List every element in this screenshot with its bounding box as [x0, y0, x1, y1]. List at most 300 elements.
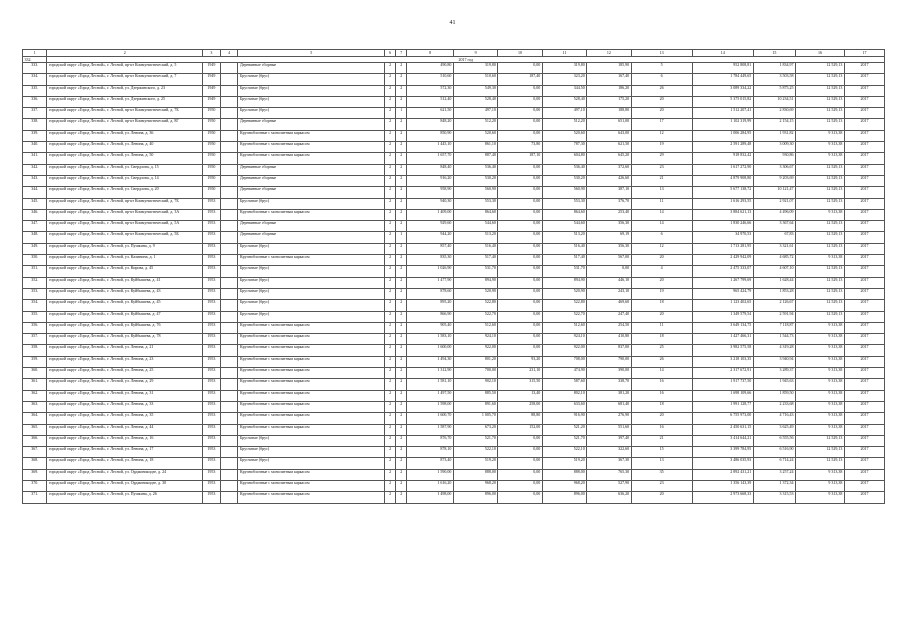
unit-cost-cell: 67,83: [753, 232, 795, 243]
table-row: [23, 255, 885, 266]
entrances-cell: 1: [396, 108, 407, 119]
wall-material-cell: Крупноблочные с монолитным каркасом: [238, 130, 385, 141]
max-cost-cell: 9 313,38: [796, 368, 845, 379]
living-area-cell: 888,00: [453, 469, 497, 480]
roof-area-cell: 381,20: [587, 390, 631, 401]
address-cell: городской округ «Город Лесной», г. Лесной, пр-кт Коммунистический, д. 7Б: [47, 198, 203, 209]
unit-cost-cell: 3 289,37: [753, 368, 795, 379]
floors-cell: 2: [385, 108, 396, 119]
build-year-cell: 1953: [202, 492, 220, 503]
empty-cell: [220, 334, 238, 345]
repair-cost-cell: 1 830 246,66: [692, 221, 753, 232]
repair-cost-cell: 3 884 621,13: [692, 209, 753, 220]
wall-material-cell: Крупноблочные с монолитным каркасом: [238, 345, 385, 356]
nonresidential-area-cell: 187,40: [498, 74, 542, 85]
unit-cost-cell: 2 154,15: [753, 119, 795, 130]
wall-material-cell: Крупноблочные с монолитным каркасом: [238, 209, 385, 220]
roof-area-cell: 243,10: [587, 288, 631, 299]
unit-cost-cell: 4 685,72: [753, 255, 795, 266]
wall-material-cell: Деревянные сборные: [238, 63, 385, 74]
max-cost-cell: 12 529,13: [796, 458, 845, 469]
floors-cell: 2: [385, 435, 396, 446]
living-area-cell: 319,80: [453, 63, 497, 74]
roof-area-cell: 651,00: [587, 119, 631, 130]
section-row-label: 332.: [23, 57, 47, 63]
wall-material-cell: Брусчатые (брус): [238, 198, 385, 209]
max-cost-cell: 12 529,13: [796, 187, 845, 198]
empty-cell: [220, 209, 238, 220]
residents-cell: 29: [631, 153, 692, 164]
address-cell: городской округ «Город Лесной», г. Лесной, ул. Ленина, д. 23: [47, 356, 203, 367]
floors-cell: 2: [385, 209, 396, 220]
empty-cell: [220, 300, 238, 311]
max-cost-cell: 9 313,38: [796, 424, 845, 435]
owned-area-cell: 474,90: [542, 368, 586, 379]
max-cost-cell: 9 313,38: [796, 255, 845, 266]
repair-cost-cell: 3 649 134,75: [692, 322, 753, 333]
row-number: 366.: [23, 435, 47, 446]
residents-cell: 12: [631, 243, 692, 254]
nonresidential-area-cell: 187,10: [498, 153, 542, 164]
repair-cost-cell: 3 486 035,93: [692, 458, 753, 469]
table-row: [23, 153, 885, 164]
unit-cost-cell: 2 126,67: [753, 300, 795, 311]
nonresidential-area-cell: 0,00: [498, 492, 542, 503]
residents-cell: 14: [631, 221, 692, 232]
row-number: 363.: [23, 401, 47, 412]
build-year-cell: 1953: [202, 288, 220, 299]
table-row: [23, 209, 885, 220]
row-number: 371.: [23, 492, 47, 503]
floors-cell: 2: [385, 356, 396, 367]
roof-area-cell: 790,00: [587, 356, 631, 367]
owned-area-cell: 520,60: [542, 130, 586, 141]
roof-area-cell: 376,70: [587, 198, 631, 209]
nonresidential-area-cell: 0,00: [498, 108, 542, 119]
table-row: [23, 164, 885, 175]
table-row: [23, 85, 885, 96]
living-area-cell: 924,10: [453, 334, 497, 345]
address-cell: городской округ «Город Лесной», г. Лесной, пр-кт Коммунистический, д. 5Б: [47, 232, 203, 243]
empty-cell: [220, 130, 238, 141]
living-area-cell: 521,70: [453, 435, 497, 446]
build-year-cell: 1950: [202, 175, 220, 186]
total-area-cell: 572,30: [407, 85, 454, 96]
floors-cell: 2: [385, 334, 396, 345]
owned-area-cell: 916,90: [542, 413, 586, 424]
owned-area-cell: 520,90: [542, 288, 586, 299]
entrances-cell: 2: [396, 469, 407, 480]
build-year-cell: 1949: [202, 63, 220, 74]
residents-cell: 21: [631, 435, 692, 446]
row-number: 354.: [23, 300, 47, 311]
empty-cell: [220, 480, 238, 491]
floors-cell: 2: [385, 322, 396, 333]
row-number: 342.: [23, 164, 47, 175]
repair-cost-cell: 3 089 334,22: [692, 85, 753, 96]
table-row: [23, 187, 885, 198]
living-area-cell: 902,10: [453, 379, 497, 390]
owned-area-cell: 708,00: [542, 356, 586, 367]
row-number: 355.: [23, 311, 47, 322]
planned-year-cell: 2017: [844, 447, 884, 458]
owned-area-cell: 888,00: [542, 469, 586, 480]
table-row: [23, 401, 885, 412]
owned-area-cell: 522,70: [542, 311, 586, 322]
owned-area-cell: 516,40: [542, 243, 586, 254]
entrances-cell: 2: [396, 221, 407, 232]
empty-cell: [220, 435, 238, 446]
planned-year-cell: 2017: [844, 209, 884, 220]
residents-cell: 20: [631, 255, 692, 266]
build-year-cell: 1953: [202, 209, 220, 220]
empty-cell: [220, 492, 238, 503]
floors-cell: 2: [385, 243, 396, 254]
entrances-cell: 2: [396, 492, 407, 503]
nonresidential-area-cell: 0,00: [498, 345, 542, 356]
address-cell: городской округ «Город Лесной», г. Лесной, ул. Свердлова, д. 20: [47, 187, 203, 198]
roof-area-cell: 387,10: [587, 187, 631, 198]
total-area-cell: 1 598,00: [407, 401, 454, 412]
build-year-cell: 1953: [202, 198, 220, 209]
living-area-cell: 522,10: [453, 447, 497, 458]
living-area-cell: 553,30: [453, 198, 497, 209]
empty-cell: [220, 311, 238, 322]
unit-cost-cell: 3 625,49: [753, 424, 795, 435]
planned-year-cell: 2017: [844, 356, 884, 367]
row-number: 343.: [23, 175, 47, 186]
floors-cell: 2: [385, 277, 396, 288]
floors-cell: 2: [385, 368, 396, 379]
max-cost-cell: 9 313,38: [796, 142, 845, 153]
address-cell: городской округ «Город Лесной», г. Лесной, ул. Свердлова, д. 14: [47, 175, 203, 186]
table-row: [23, 232, 885, 243]
build-year-cell: 1953: [202, 447, 220, 458]
nonresidential-area-cell: 0,00: [498, 458, 542, 469]
repair-cost-cell: 1 267 799,69: [692, 277, 753, 288]
repair-cost-cell: 1 713 281,95: [692, 243, 753, 254]
total-area-cell: 848,20: [407, 119, 454, 130]
residents-cell: 19: [631, 142, 692, 153]
nonresidential-area-cell: 0,00: [498, 96, 542, 107]
address-cell: городской округ «Город Лесной», г. Лесной, пр-кт Коммунистический, д. 8Г: [47, 119, 203, 130]
build-year-cell: 1953: [202, 277, 220, 288]
entrances-cell: 2: [396, 379, 407, 390]
row-number: 349.: [23, 243, 47, 254]
planned-year-cell: 2017: [844, 96, 884, 107]
floors-cell: 2: [385, 390, 396, 401]
total-area-cell: 878,10: [407, 447, 454, 458]
owned-area-cell: 528,40: [542, 96, 586, 107]
total-area-cell: 490,80: [407, 63, 454, 74]
repair-cost-cell: 3 982 575,58: [692, 345, 753, 356]
floors-cell: 2: [385, 198, 396, 209]
nonresidential-area-cell: 0,00: [498, 266, 542, 277]
living-area-cell: 864,60: [453, 209, 497, 220]
owned-area-cell: 530,20: [542, 175, 586, 186]
address-cell: городской округ «Город Лесной», г. Лесной, ул. Орджоникидзе, д. 30: [47, 480, 203, 491]
living-area-cell: 968,20: [453, 480, 497, 491]
entrances-cell: 2: [396, 85, 407, 96]
table-row: [23, 96, 885, 107]
row-number: 347.: [23, 221, 47, 232]
nonresidential-area-cell: 0,00: [498, 288, 542, 299]
header-cell: 17: [844, 50, 884, 57]
repair-cost-cell: 2 450 631,15: [692, 424, 753, 435]
max-cost-cell: 12 529,13: [796, 119, 845, 130]
max-cost-cell: 12 529,13: [796, 198, 845, 209]
entrances-cell: 2: [396, 142, 407, 153]
residents-cell: 26: [631, 356, 692, 367]
wall-material-cell: Деревянные сборные: [238, 221, 385, 232]
address-cell: городской округ «Город Лесной», г. Лесной, ул. Куйбышева, д. 76: [47, 322, 203, 333]
total-area-cell: 1 600,00: [407, 345, 454, 356]
living-area-cell: 896,00: [453, 492, 497, 503]
address-cell: городской округ «Город Лесной», г. Лесной, ул. Ленина, д. 18: [47, 458, 203, 469]
planned-year-cell: 2017: [844, 300, 884, 311]
residents-cell: 18: [631, 401, 692, 412]
entrances-cell: 2: [396, 368, 407, 379]
total-area-cell: 512,40: [407, 96, 454, 107]
repair-cost-cell: 1 123 402,65: [692, 300, 753, 311]
planned-year-cell: 2017: [844, 164, 884, 175]
entrances-cell: 2: [396, 198, 407, 209]
owned-area-cell: 513,20: [542, 232, 586, 243]
max-cost-cell: 12 529,13: [796, 435, 845, 446]
entrances-cell: 2: [396, 435, 407, 446]
planned-year-cell: 2017: [844, 435, 884, 446]
empty-cell: [220, 424, 238, 435]
entrances-cell: 2: [396, 153, 407, 164]
max-cost-cell: 12 529,13: [796, 232, 845, 243]
unit-cost-cell: 3 306,67: [753, 164, 795, 175]
header-cell: 15: [753, 50, 795, 57]
entrances-cell: 2: [396, 175, 407, 186]
build-year-cell: 1953: [202, 221, 220, 232]
empty-cell: [220, 322, 238, 333]
table-row: [23, 119, 885, 130]
row-number: 364.: [23, 413, 47, 424]
build-year-cell: 1949: [202, 96, 220, 107]
planned-year-cell: 2017: [844, 232, 884, 243]
wall-material-cell: Брусчатые (брус): [238, 458, 385, 469]
repair-cost-cell: 952 808,81: [692, 63, 753, 74]
empty-cell: [220, 277, 238, 288]
row-number: 350.: [23, 255, 47, 266]
living-area-cell: 512,60: [453, 322, 497, 333]
max-cost-cell: 9 313,38: [796, 379, 845, 390]
row-number: 352.: [23, 277, 47, 288]
row-number: 356.: [23, 322, 47, 333]
max-cost-cell: 12 529,13: [796, 108, 845, 119]
living-area-cell: 922,00: [453, 345, 497, 356]
build-year-cell: 1953: [202, 232, 220, 243]
address-cell: городской округ «Город Лесной», г. Лесной, ул. Ленина, д. 36: [47, 130, 203, 141]
residents-cell: 18: [631, 334, 692, 345]
address-cell: городской округ «Город Лесной», г. Лесной, ул. Дзержинского, д. 23: [47, 85, 203, 96]
unit-cost-cell: 2 591,94: [753, 311, 795, 322]
nonresidential-area-cell: 315,50: [498, 379, 542, 390]
roof-area-cell: 527,90: [587, 480, 631, 491]
nonresidential-area-cell: 0,00: [498, 435, 542, 446]
address-cell: городской округ «Город Лесной», г. Лесной, ул. Ленина, д. 25: [47, 368, 203, 379]
floors-cell: 2: [385, 492, 396, 503]
nonresidential-area-cell: 0,00: [498, 209, 542, 220]
build-year-cell: 1953: [202, 300, 220, 311]
repair-cost-cell: 1 512 207,41: [692, 108, 753, 119]
planned-year-cell: 2017: [844, 187, 884, 198]
table-row: [23, 63, 885, 74]
address-cell: городской округ «Город Лесной», г. Лесной, ул. Пушкина, д. 26: [47, 492, 203, 503]
header-cell: 13: [631, 50, 692, 57]
header-cell: 14: [692, 50, 753, 57]
entrances-cell: 2: [396, 209, 407, 220]
row-number: 369.: [23, 469, 47, 480]
entrances-cell: 2: [396, 447, 407, 458]
table-row: [23, 368, 885, 379]
build-year-cell: 1950: [202, 130, 220, 141]
owned-area-cell: 519,20: [542, 458, 586, 469]
residents-cell: 13: [631, 187, 692, 198]
address-cell: городской округ «Город Лесной», г. Лесной, ул. Куйбышева, д. 43: [47, 288, 203, 299]
owned-area-cell: 531,70: [542, 266, 586, 277]
entrances-cell: 2: [396, 424, 407, 435]
repair-cost-cell: 6 755 973,00: [692, 413, 753, 424]
living-area-cell: 512,20: [453, 119, 497, 130]
roof-area-cell: 765,30: [587, 469, 631, 480]
wall-material-cell: Крупноблочные с монолитным каркасом: [238, 356, 385, 367]
max-cost-cell: 9 313,38: [796, 469, 845, 480]
wall-material-cell: Крупноблочные с монолитным каркасом: [238, 480, 385, 491]
planned-year-cell: 2017: [844, 142, 884, 153]
total-area-cell: 873,40: [407, 458, 454, 469]
roof-area-cell: 551,60: [587, 424, 631, 435]
residents-cell: 23: [631, 480, 692, 491]
nonresidential-area-cell: 0,00: [498, 85, 542, 96]
living-area-cell: 497,10: [453, 108, 497, 119]
address-cell: городской округ «Город Лесной», г. Лесной, ул. Ленина, д. 50: [47, 153, 203, 164]
unit-cost-cell: 10 121,47: [753, 187, 795, 198]
owned-area-cell: 521,70: [542, 435, 586, 446]
table-row: [23, 243, 885, 254]
repair-cost-cell: 2 892 431,21: [692, 469, 753, 480]
repair-cost-cell: 3 218 103,35: [692, 356, 753, 367]
row-number: 348.: [23, 232, 47, 243]
living-area-cell: 520,90: [453, 288, 497, 299]
repair-cost-cell: 1 917 737,50: [692, 379, 753, 390]
owned-area-cell: 922,00: [542, 345, 586, 356]
row-number: 368.: [23, 458, 47, 469]
entrances-cell: 2: [396, 63, 407, 74]
max-cost-cell: 9 313,38: [796, 153, 845, 164]
owned-area-cell: 522,10: [542, 447, 586, 458]
unit-cost-cell: 3 503,58: [753, 74, 795, 85]
empty-cell: [220, 401, 238, 412]
build-year-cell: 1953: [202, 322, 220, 333]
unit-cost-cell: 930,86: [753, 153, 795, 164]
unit-cost-cell: 6 516,90: [753, 447, 795, 458]
entrances-cell: 2: [396, 401, 407, 412]
owned-area-cell: 924,10: [542, 334, 586, 345]
build-year-cell: 1953: [202, 458, 220, 469]
living-area-cell: 528,40: [453, 96, 497, 107]
owned-area-cell: 512,20: [542, 119, 586, 130]
residents-cell: 20: [631, 413, 692, 424]
build-year-cell: 1949: [202, 74, 220, 85]
header-cell: 8: [407, 50, 454, 57]
entrances-cell: 2: [396, 480, 407, 491]
address-cell: городской округ «Город Лесной», г. Лесной, ул. Свердлова, д. 15: [47, 164, 203, 175]
address-cell: городской округ «Город Лесной», г. Лесной, ул. Пушкина, д. 9: [47, 243, 203, 254]
entrances-cell: 2: [396, 300, 407, 311]
living-area-cell: 861,10: [453, 142, 497, 153]
total-area-cell: 848,40: [407, 164, 454, 175]
repair-cost-cell: 2 475 333,07: [692, 266, 753, 277]
floors-cell: 2: [385, 96, 396, 107]
planned-year-cell: 2017: [844, 221, 884, 232]
living-area-cell: 510,60: [453, 74, 497, 85]
build-year-cell: 1950: [202, 119, 220, 130]
row-number: 336.: [23, 96, 47, 107]
header-cell: 6: [385, 50, 396, 57]
unit-cost-cell: 1 544,73: [753, 334, 795, 345]
build-year-cell: 1953: [202, 356, 220, 367]
wall-material-cell: Брусчатые (брус): [238, 266, 385, 277]
housing-table: [22, 49, 885, 504]
living-area-cell: 522,80: [453, 300, 497, 311]
planned-year-cell: 2017: [844, 153, 884, 164]
living-area-cell: 1 005,70: [453, 413, 497, 424]
table-row: [23, 108, 885, 119]
living-area-cell: 517,40: [453, 255, 497, 266]
living-area-cell: 544,60: [453, 221, 497, 232]
planned-year-cell: 2017: [844, 108, 884, 119]
floors-cell: 2: [385, 74, 396, 85]
wall-material-cell: Брусчатые (брус): [238, 447, 385, 458]
owned-area-cell: 497,10: [542, 108, 586, 119]
build-year-cell: 1953: [202, 334, 220, 345]
address-cell: городской округ «Город Лесной», г. Лесной, ул. Ленина, д. 44: [47, 424, 203, 435]
empty-cell: [220, 288, 238, 299]
header-cell: 9: [453, 50, 497, 57]
empty-cell: [220, 469, 238, 480]
address-cell: городской округ «Город Лесной», г. Лесной, ул. Дзержинского, д. 25: [47, 96, 203, 107]
roof-area-cell: 643,00: [587, 130, 631, 141]
header-cell: 16: [796, 50, 845, 57]
floors-cell: 2: [385, 255, 396, 266]
wall-material-cell: Крупноблочные с монолитным каркасом: [238, 424, 385, 435]
address-cell: городской округ «Город Лесной», г. Лесной, ул. Куйбышева, д. 41: [47, 277, 203, 288]
table-row: [23, 277, 885, 288]
address-cell: городской округ «Город Лесной», г. Лесной, ул. Калинина, д. 1: [47, 255, 203, 266]
build-year-cell: 1953: [202, 401, 220, 412]
empty-cell: [220, 119, 238, 130]
entrances-cell: 2: [396, 74, 407, 85]
floors-cell: 2: [385, 153, 396, 164]
unit-cost-cell: 2 233,68: [753, 401, 795, 412]
roof-area-cell: 636,20: [587, 492, 631, 503]
entrances-cell: 2: [396, 164, 407, 175]
floors-cell: 2: [385, 424, 396, 435]
owned-area-cell: 536,40: [542, 164, 586, 175]
entrances-cell: 2: [396, 288, 407, 299]
repair-cost-cell: 1 006 284,95: [692, 130, 753, 141]
roof-area-cell: 69,19: [587, 232, 631, 243]
address-cell: городской округ «Город Лесной», г. Лесной, пр-кт Коммунистический, д. 3А: [47, 209, 203, 220]
total-area-cell: 866,90: [407, 311, 454, 322]
row-number: 365.: [23, 424, 47, 435]
table-row: [23, 480, 885, 491]
